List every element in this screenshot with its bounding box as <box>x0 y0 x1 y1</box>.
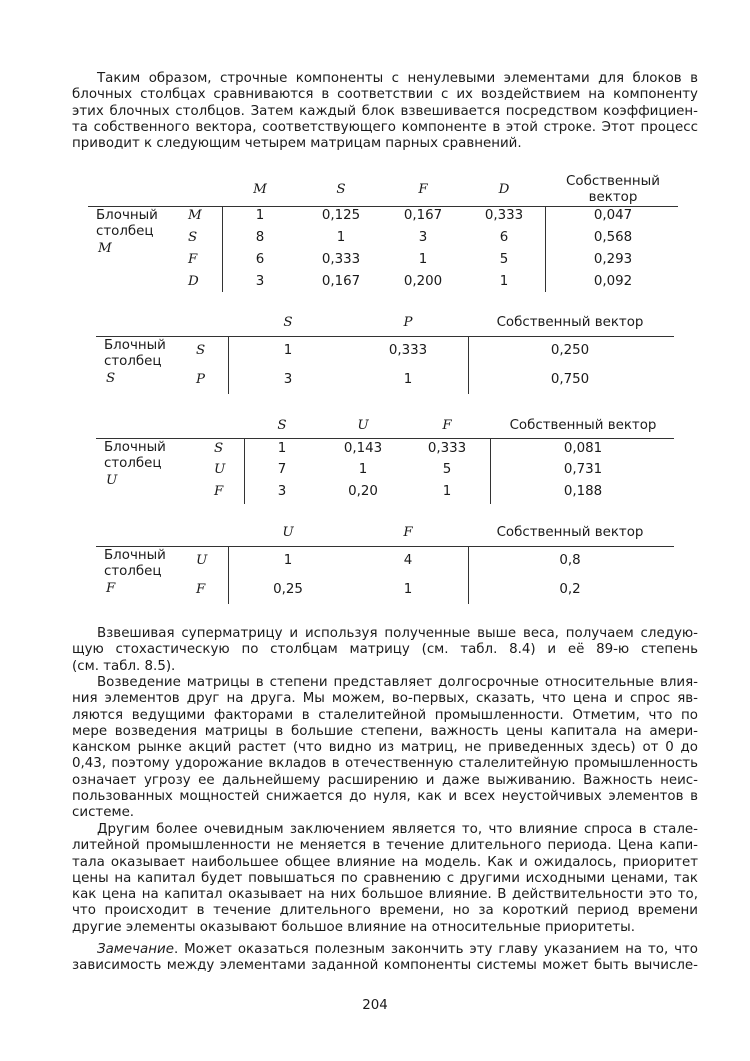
eigen-header: вектор <box>588 190 638 205</box>
header-rule <box>96 546 674 547</box>
matrix-cell: 1 <box>403 582 413 597</box>
matrix-cell: 1 <box>499 274 509 289</box>
matrix-cell: 8 <box>255 230 265 245</box>
matrix-cell: 6 <box>255 252 265 267</box>
block-label: столбец <box>104 564 162 579</box>
eigen-value: 0,092 <box>593 274 633 289</box>
eigen-header: Собственный вектор <box>496 315 644 330</box>
header-rule <box>88 206 678 207</box>
block-label: столбец <box>96 224 154 239</box>
matrix-cell: 7 <box>277 462 287 477</box>
eigen-rule <box>468 546 469 604</box>
text-line: литейной промышленности не меняется в течение длительного периода. Цена капи- <box>72 838 698 854</box>
label-rule <box>244 438 245 504</box>
eigen-value: 0,750 <box>550 372 590 387</box>
matrix-cell: 3 <box>418 230 428 245</box>
col-header: S <box>336 182 346 197</box>
row-label: S <box>214 441 224 456</box>
eigen-value: 0,188 <box>563 484 603 499</box>
matrix-cell: 5 <box>442 462 452 477</box>
remark-label: Замечание <box>97 942 174 957</box>
matrix-cell: 3 <box>277 484 287 499</box>
matrix-cell: 3 <box>255 274 265 289</box>
matrix-cell: 3 <box>283 372 293 387</box>
row-label: S <box>188 230 198 245</box>
block-label: Блочный <box>104 338 166 353</box>
text-line: системе. <box>72 805 135 821</box>
matrix-cell: 0,333 <box>321 252 361 267</box>
text-line: тала оказывает наибольшее общее влияние на модель. Как и ожидалось, приоритет <box>72 854 698 870</box>
text-line: Возведение матрицы в степени представляет долгосрочные относительные влия- <box>97 675 698 690</box>
matrix-cell: 1 <box>277 441 287 456</box>
col-header: S <box>277 418 287 433</box>
paragraph-remark <box>72 942 698 975</box>
matrix-cell: 1 <box>442 484 452 499</box>
text-line: ния элементов друг на друга. Мы можем, во-первых, сказать, что цена и спрос яв- <box>72 691 698 707</box>
matrix-cell: 1 <box>403 372 413 387</box>
col-header: U <box>282 525 294 540</box>
matrix-cell: 0,25 <box>273 582 303 597</box>
eigen-header: Собственный вектор <box>509 418 657 433</box>
text-line: Замечание. Может оказаться полезным закончить эту главу указанием на то, что <box>97 942 698 957</box>
row-label: S <box>196 343 206 358</box>
matrix-cell: 1 <box>336 230 346 245</box>
block-symbol: U <box>106 473 118 488</box>
row-label: M <box>188 208 202 223</box>
block-label: Блочный <box>104 548 166 563</box>
matrix-cell: 0,143 <box>343 441 383 456</box>
block-label: Блочный <box>96 208 158 223</box>
paragraph-weighting <box>72 626 698 675</box>
row-label: P <box>196 372 206 387</box>
row-label: F <box>188 252 198 267</box>
eigen-rule <box>468 336 469 394</box>
block-symbol: M <box>98 241 112 256</box>
col-header: S <box>283 315 293 330</box>
intro-line: этих блочных столбцов. Затем каждый блок взвешивается посредством коэффициен- <box>72 103 698 119</box>
col-header: F <box>442 418 452 433</box>
intro-paragraph <box>72 71 698 152</box>
row-label: D <box>188 274 199 289</box>
matrix-cell: 1 <box>418 252 428 267</box>
matrix-cell: 5 <box>499 252 509 267</box>
block-symbol: S <box>106 371 116 386</box>
block-label: столбец <box>104 456 162 471</box>
matrix-cell: 0,333 <box>484 208 524 223</box>
eigen-header: Собственный <box>566 174 660 189</box>
intro-line: та собственного вектора, соответствующего компоненте в этой строке. Этот процесс <box>72 119 698 135</box>
matrix-cell: 0,167 <box>403 208 443 223</box>
eigen-rule <box>545 206 546 292</box>
eigen-value: 0,8 <box>559 553 581 568</box>
col-header: M <box>253 182 267 197</box>
text-line: щую стохастическую по столбцам матрицу (см. табл. 8.4) и её 89-ю степень <box>72 642 698 658</box>
matrix-cell: 0,20 <box>348 484 378 499</box>
row-label: F <box>196 582 206 597</box>
label-rule <box>228 546 229 604</box>
text-line: зависимость между элементами заданной компоненты системы может быть вычисле- <box>72 958 698 974</box>
col-header: F <box>418 182 428 197</box>
intro-line: приводит к следующим четырем матрицам парных сравнений. <box>72 136 522 152</box>
eigen-value: 0,2 <box>559 582 581 597</box>
eigen-value: 0,250 <box>550 343 590 358</box>
text-line: (см. табл. 8.5). <box>72 658 176 674</box>
text-line: Другим более очевидным заключением является то, что влияние спроса в стале- <box>97 822 698 837</box>
eigen-value: 0,568 <box>593 230 633 245</box>
row-label: F <box>214 484 224 499</box>
eigen-value: 0,731 <box>563 462 603 477</box>
col-header: F <box>403 525 413 540</box>
paragraph-conclusion <box>72 822 698 936</box>
text-line: 0,43, поэтому удорожание вкладов в отечественную сталелитейную промышленность <box>72 756 698 772</box>
text-line: как цена на капитал оказывает на них большое влияние. В действительности это то, <box>72 887 698 903</box>
label-rule <box>222 206 223 292</box>
text-line: цены на капитал будет повышаться по сравнению с другими исходными ценами, так <box>72 870 698 886</box>
matrix-cell: 4 <box>403 553 413 568</box>
text-line: Взвешивая суперматрицу и используя полученные выше веса, получаем следую- <box>97 626 698 641</box>
text-line: что происходит в течение длительного времени, но за короткий период времени <box>72 903 698 919</box>
row-label: U <box>196 553 208 568</box>
text-line: пользованных мощностей снижается до нуля, как и всех неустойчивых элементов в <box>72 789 698 805</box>
eigen-rule <box>490 438 491 504</box>
matrix-cell: 0,125 <box>321 208 361 223</box>
matrix-cell: 1 <box>255 208 265 223</box>
col-header: D <box>498 182 510 197</box>
intro-line: Таким образом, строчные компоненты с ненулевыми элементами для блоков в <box>97 71 698 86</box>
eigen-value: 0,081 <box>563 441 603 456</box>
block-label: Блочный <box>104 440 166 455</box>
page-number: 204 <box>362 998 388 1013</box>
matrix-cell: 0,333 <box>388 343 428 358</box>
text-line: ляются ведущими факторами в сталелитейной промышленности. Отметим, что по <box>72 707 698 723</box>
matrix-cell: 0,200 <box>403 274 443 289</box>
block-symbol: F <box>106 581 116 596</box>
row-label: U <box>214 462 226 477</box>
col-header: P <box>403 315 413 330</box>
eigen-value: 0,047 <box>593 208 633 223</box>
matrix-cell: 0,167 <box>321 274 361 289</box>
intro-line: блочных столбцах сравниваются в соответствии с их воздействием на компоненту <box>72 87 698 103</box>
paragraph-matrix-powers <box>72 675 698 822</box>
header-rule <box>96 336 674 337</box>
matrix-cell: 1 <box>283 553 293 568</box>
text-line: канском рынке акций растет (что видно из матриц, не приведенных здесь) от 0 до <box>72 740 698 756</box>
matrix-cell: 6 <box>499 230 509 245</box>
matrix-cell: 0,333 <box>427 441 467 456</box>
eigen-value: 0,293 <box>593 252 633 267</box>
matrix-cell: 1 <box>283 343 293 358</box>
col-header: U <box>357 418 369 433</box>
text-line: другие элементы оказывают большое влияние на относительные приоритеты. <box>72 919 635 935</box>
header-rule <box>96 438 674 439</box>
label-rule <box>228 336 229 394</box>
block-label: столбец <box>104 354 162 369</box>
eigen-header: Собственный вектор <box>496 525 644 540</box>
text-line: означает угрозу ее дальнейшему расширению и даже выживанию. Важность неис- <box>72 772 698 788</box>
matrix-cell: 1 <box>358 462 368 477</box>
text-line: мере возведения матрицы в большие степени, важность цены капитала на амери- <box>72 723 698 739</box>
